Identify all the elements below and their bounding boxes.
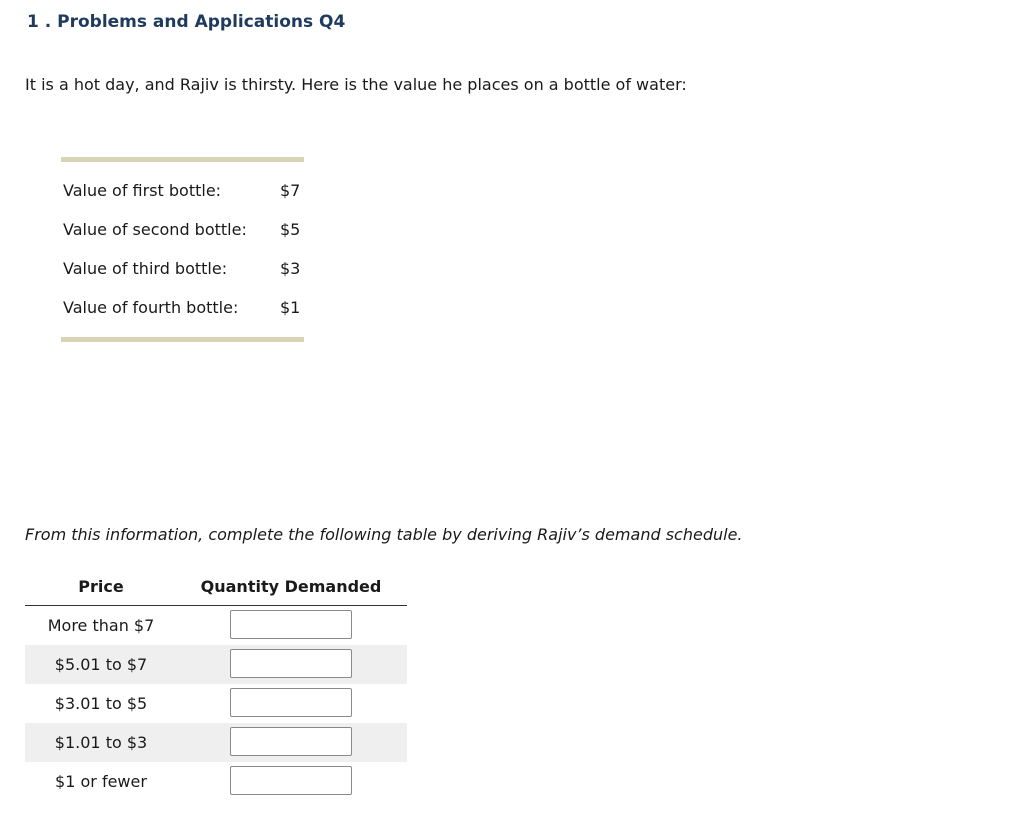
quantity-input[interactable] <box>230 610 352 639</box>
value-table-top-rule <box>61 157 304 162</box>
table-header <box>25 573 407 606</box>
value-amount: $1 <box>280 298 301 317</box>
price-column-header: Price <box>78 577 124 596</box>
intro-text: It is a hot day, and Rajiv is thirsty. Here is the value he places on a bottle of water: <box>25 75 687 94</box>
table-row <box>25 762 407 801</box>
page-title: 1 . Problems and Applications Q4 <box>27 12 346 32</box>
price-range: $1 or fewer <box>55 772 147 791</box>
price-range: More than $7 <box>47 616 155 635</box>
table-row <box>25 645 407 684</box>
table-row <box>25 606 407 645</box>
instruction-text: From this information, complete the following table by deriving Rajiv’s demand schedule. <box>25 525 743 544</box>
value-label: Value of second bottle: <box>63 220 247 239</box>
quantity-input[interactable] <box>230 649 352 678</box>
value-label: Value of first bottle: <box>63 181 222 200</box>
quantity-input[interactable] <box>230 766 352 795</box>
value-label: Value of third bottle: <box>63 259 228 278</box>
value-table-bottom-rule <box>61 337 304 342</box>
price-range: $3.01 to $5 <box>54 694 148 713</box>
value-amount: $3 <box>280 259 301 278</box>
value-amount: $5 <box>280 220 301 239</box>
table-row <box>25 723 407 762</box>
quantity-column-header: Quantity Demanded <box>200 577 382 596</box>
demand-schedule-table <box>25 573 407 801</box>
quantity-input[interactable] <box>230 727 352 756</box>
value-amount: $7 <box>280 181 301 200</box>
price-range: $5.01 to $7 <box>54 655 148 674</box>
table-row <box>25 684 407 723</box>
quantity-input[interactable] <box>230 688 352 717</box>
value-label: Value of fourth bottle: <box>63 298 239 317</box>
price-range: $1.01 to $3 <box>54 733 148 752</box>
